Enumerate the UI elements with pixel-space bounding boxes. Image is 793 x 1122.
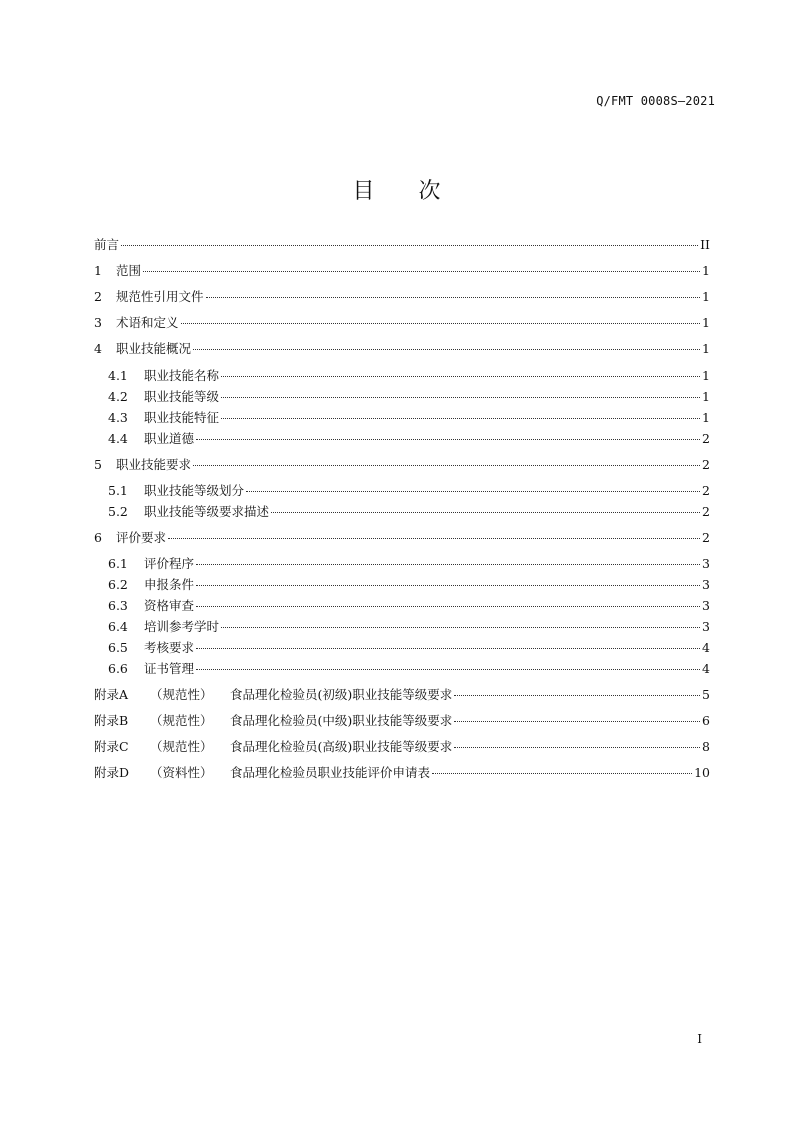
toc-entry-number: 附录A xyxy=(94,687,129,702)
toc-entry-number: 1 xyxy=(94,263,102,278)
toc-entry-page: 3 xyxy=(702,577,710,592)
toc-entry[interactable] xyxy=(108,481,710,501)
toc-entry-page: 10 xyxy=(694,765,710,780)
toc-dot-leader xyxy=(196,564,700,565)
toc-entry[interactable] xyxy=(94,737,710,757)
toc-entry-title: 职业技能要求 xyxy=(116,457,192,472)
toc-entry[interactable] xyxy=(108,638,710,658)
toc-entry-page: 1 xyxy=(702,315,710,330)
toc-entry-title: 资格审查 xyxy=(144,598,195,613)
toc-entry-number: 4.1 xyxy=(108,368,128,383)
toc-entry-number: 6.4 xyxy=(108,619,128,634)
toc-entry-page: 1 xyxy=(702,389,710,404)
toc-entry-title: 职业技能概况 xyxy=(116,341,192,356)
toc-entry-title: 食品理化检验员(中级)职业技能等级要求 xyxy=(230,713,453,728)
toc-entry-title: 职业技能特征 xyxy=(144,410,220,425)
toc-entry-page: 2 xyxy=(702,530,710,545)
toc-entry-page: 1 xyxy=(702,289,710,304)
toc-entry-number: 2 xyxy=(94,289,102,304)
toc-entry-page: 2 xyxy=(702,431,710,446)
toc-entry-page: 3 xyxy=(702,619,710,634)
toc-entry-page: 4 xyxy=(702,640,710,655)
toc-entry-title: 食品理化检验员(初级)职业技能等级要求 xyxy=(230,687,453,702)
toc-entry-title: 规范性引用文件 xyxy=(116,289,204,304)
toc-dot-leader xyxy=(221,418,700,419)
toc-dot-leader xyxy=(221,397,700,398)
toc-title-char-2: 次 xyxy=(418,179,441,204)
toc-entry-page: 3 xyxy=(702,556,710,571)
toc-dot-leader xyxy=(168,538,700,539)
toc-entry-title: 食品理化检验员职业技能评价申请表 xyxy=(230,765,431,780)
toc-entry-page: 6 xyxy=(702,713,710,728)
toc-dot-leader xyxy=(246,491,700,492)
toc-dot-leader xyxy=(271,512,700,513)
toc-entry-number: 附录C xyxy=(94,739,129,754)
toc-entry-number: 6.6 xyxy=(108,661,128,676)
toc-entry-annex-type: （规范性） xyxy=(150,713,213,728)
toc-entry-title: 申报条件 xyxy=(144,577,195,592)
toc-entry-page: 2 xyxy=(702,483,710,498)
toc-entry-title: 术语和定义 xyxy=(116,315,179,330)
toc-entry[interactable] xyxy=(108,596,710,616)
toc-entry[interactable] xyxy=(94,685,710,705)
toc-entry[interactable] xyxy=(108,617,710,637)
toc-entry-number: 5 xyxy=(94,457,102,472)
toc-dot-leader xyxy=(196,439,700,440)
toc-entry-number: 4.3 xyxy=(108,410,128,425)
toc-entry-annex-type: （资料性） xyxy=(150,765,213,780)
page-number: I xyxy=(697,1032,702,1046)
toc-entry[interactable] xyxy=(108,366,710,386)
toc-entry-page: 1 xyxy=(702,410,710,425)
toc-dot-leader xyxy=(143,271,700,272)
toc-dot-leader xyxy=(196,669,700,670)
toc-dot-leader xyxy=(454,721,700,722)
toc-dot-leader xyxy=(181,323,701,324)
toc-entry-title: 食品理化检验员(高级)职业技能等级要求 xyxy=(230,739,453,754)
toc-entry-number: 6 xyxy=(94,530,102,545)
toc-entry-annex-type: （规范性） xyxy=(150,739,213,754)
toc-entry-title: 职业技能名称 xyxy=(144,368,220,383)
toc-entry-title: 职业技能等级 xyxy=(144,389,220,404)
toc-entry-number: 4.4 xyxy=(108,431,128,446)
toc-entry-number: 3 xyxy=(94,315,102,330)
toc-entry[interactable] xyxy=(94,528,710,548)
toc-entry-page: 1 xyxy=(702,368,710,383)
toc-entry[interactable] xyxy=(108,502,710,522)
toc-entry-title: 职业道德 xyxy=(144,431,195,446)
toc-entry-annex-type: （规范性） xyxy=(150,687,213,702)
toc-entry-title: 评价程序 xyxy=(144,556,195,571)
toc-title xyxy=(0,174,793,205)
toc-dot-leader xyxy=(193,465,700,466)
toc-entry-title: 范围 xyxy=(116,263,142,278)
toc-dot-leader xyxy=(196,585,700,586)
toc-entry-title: 职业技能等级要求描述 xyxy=(144,504,270,519)
toc-entry[interactable] xyxy=(94,455,710,475)
toc-entry-page: 5 xyxy=(702,687,710,702)
toc-dot-leader xyxy=(221,627,700,628)
toc-entry[interactable] xyxy=(108,387,710,407)
toc-entry-number: 4.2 xyxy=(108,389,128,404)
toc-entry[interactable] xyxy=(108,554,710,574)
toc-entry-title: 证书管理 xyxy=(144,661,195,676)
toc-entry-number: 6.2 xyxy=(108,577,128,592)
toc-entry[interactable] xyxy=(94,261,710,281)
toc-dot-leader xyxy=(196,606,700,607)
toc-entry[interactable] xyxy=(94,763,710,783)
toc-entry[interactable] xyxy=(94,313,710,333)
toc-entry[interactable] xyxy=(94,711,710,731)
toc-entry-page: 3 xyxy=(702,598,710,613)
toc-entry-page: 2 xyxy=(702,504,710,519)
toc-dot-leader xyxy=(454,747,700,748)
toc-entry-page: 8 xyxy=(702,739,710,754)
toc-entry-title: 前言 xyxy=(94,237,120,252)
toc-entry[interactable] xyxy=(108,575,710,595)
toc-entry-number: 6.5 xyxy=(108,640,128,655)
toc-entry-number: 5.1 xyxy=(108,483,128,498)
toc-entry-page: 2 xyxy=(702,457,710,472)
toc-entry-number: 5.2 xyxy=(108,504,128,519)
toc-entry-title: 评价要求 xyxy=(116,530,167,545)
toc-dot-leader xyxy=(221,376,700,377)
toc-entry-number: 4 xyxy=(94,341,102,356)
toc-entry-title: 培训参考学时 xyxy=(144,619,220,634)
toc-entry[interactable] xyxy=(108,408,710,428)
toc-dot-leader xyxy=(193,349,700,350)
toc-dot-leader xyxy=(432,773,692,774)
toc-entry-title: 职业技能等级划分 xyxy=(144,483,245,498)
toc-entry-number: 附录D xyxy=(94,765,130,780)
toc-dot-leader xyxy=(206,297,701,298)
toc-entry-number: 6.3 xyxy=(108,598,128,613)
toc-entry[interactable] xyxy=(94,287,710,307)
toc-entry-page: 1 xyxy=(702,263,710,278)
toc-entry-number: 6.1 xyxy=(108,556,128,571)
document-code: Q/FMT 0008S—2021 xyxy=(596,94,715,108)
toc-dot-leader xyxy=(121,245,698,246)
toc-entry[interactable] xyxy=(108,659,710,679)
toc-entry-number: 附录B xyxy=(94,713,129,728)
toc-title-char-1: 目 xyxy=(352,179,375,204)
toc-entry-page: II xyxy=(700,237,710,252)
toc-dot-leader xyxy=(196,648,700,649)
toc-dot-leader xyxy=(454,695,700,696)
toc-entry-title: 考核要求 xyxy=(144,640,195,655)
toc-entry[interactable] xyxy=(108,429,710,449)
toc-entry[interactable] xyxy=(94,339,710,359)
toc-entry-page: 4 xyxy=(702,661,710,676)
toc-entry-page: 1 xyxy=(702,341,710,356)
toc-entry[interactable] xyxy=(94,235,710,255)
